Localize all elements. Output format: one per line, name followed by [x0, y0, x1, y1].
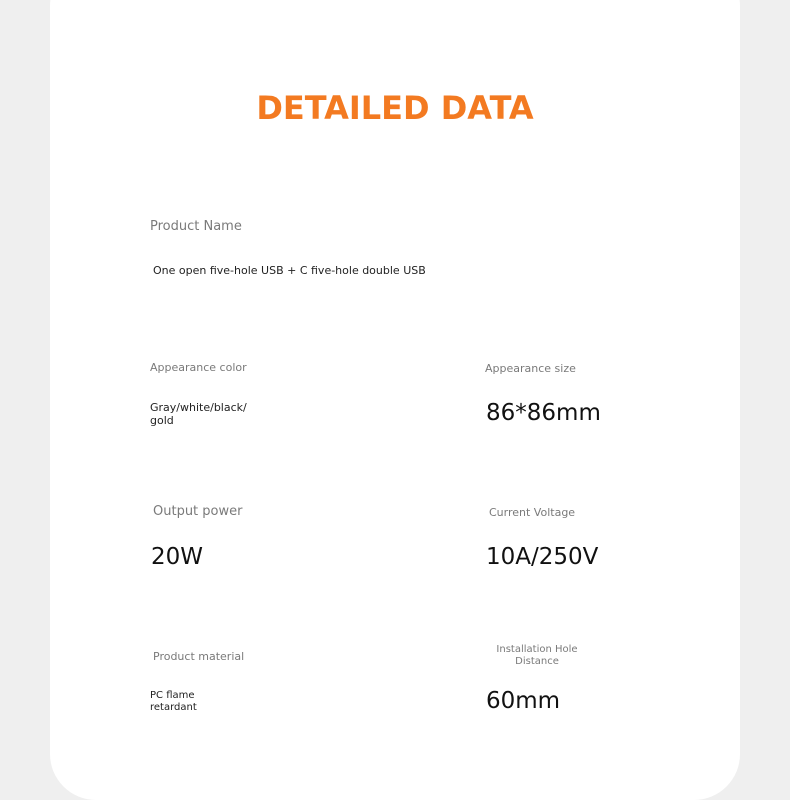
current-voltage-label: Current Voltage	[489, 506, 576, 519]
product-name-value: One open five-hole USB + C five-hole double USB	[153, 264, 426, 277]
current-voltage-value: 10A/250V	[486, 544, 599, 570]
product-material-label: Product material	[153, 650, 245, 663]
output-power-value: 20W	[151, 544, 204, 570]
output-power-label: Output power	[153, 504, 243, 519]
product-name-label: Product Name	[150, 219, 242, 234]
product-material-value-line1: PC flame	[150, 690, 195, 701]
installation-hole-value: 60mm	[486, 688, 561, 714]
appearance-color-value-line2: gold	[150, 414, 174, 427]
appearance-color-value-line1: Gray/white/black/	[150, 401, 247, 414]
appearance-size-value: 86*86mm	[486, 400, 601, 426]
appearance-size-label: Appearance size	[485, 362, 576, 375]
installation-hole-label-line2: Distance	[515, 656, 559, 667]
appearance-color-label: Appearance color	[150, 361, 247, 374]
product-material-value-line2: retardant	[150, 702, 197, 713]
page-title: DETAILED DATA	[256, 89, 534, 127]
installation-hole-label-line1: Installation Hole	[496, 644, 578, 655]
